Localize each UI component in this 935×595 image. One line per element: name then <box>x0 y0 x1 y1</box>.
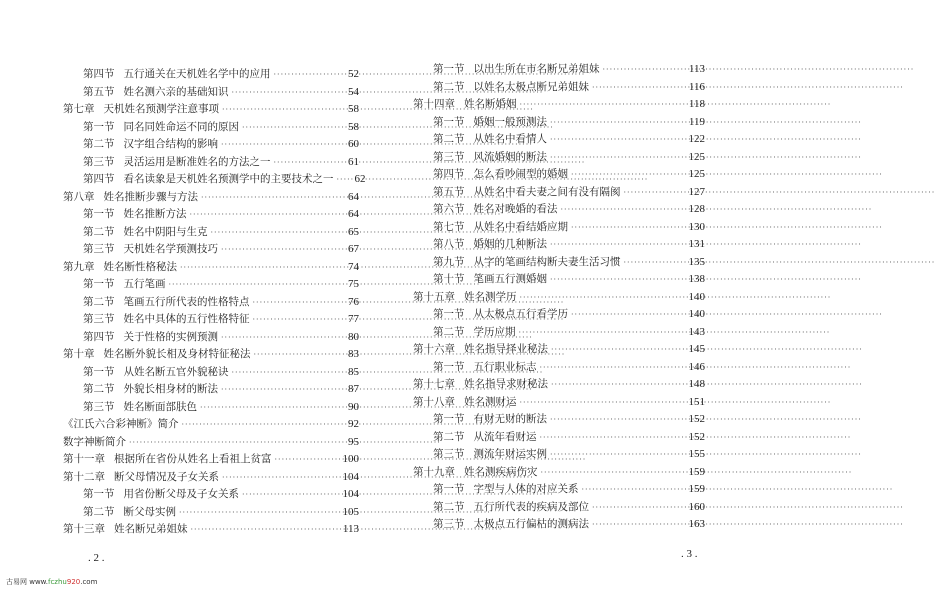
dot-leader <box>550 149 680 167</box>
entry-label: 第十九章 <box>413 465 455 478</box>
entry-title: 从流年看财运 <box>473 430 537 443</box>
toc-chapter-entry <box>63 346 359 364</box>
entry-title: 断父母情况及子女关系 <box>114 470 219 483</box>
toc-section-entry <box>63 294 359 312</box>
page-number: . 3 . <box>681 548 698 560</box>
toc-section-entry <box>413 499 705 517</box>
dot-leader <box>571 166 680 184</box>
entry-title: 断父母实例 <box>123 505 176 518</box>
entry-title: 根据所在省份从姓名上看祖上贫富 <box>114 453 272 465</box>
toc-section-entry <box>413 446 705 464</box>
dot-leader <box>253 294 335 312</box>
entry-page-number: 85 <box>348 365 359 378</box>
entry-label: 第一节 <box>83 208 115 220</box>
entry-title: 从姓名断五官外貌秘诀 <box>123 365 229 378</box>
toc-chapter-entry <box>63 189 359 207</box>
entry-label: 第二节 <box>83 383 115 395</box>
entry-label: 第十二章 <box>63 470 105 483</box>
entry-title: 姓名对晚婚的看法 <box>473 203 558 215</box>
entry-label: 第十章 <box>63 348 95 360</box>
toc-section-entry <box>63 399 359 417</box>
toc-section-entry <box>413 219 705 237</box>
dot-leader <box>201 189 334 207</box>
entry-page-number: 74 <box>348 260 359 273</box>
entry-page-number: 160 <box>688 500 705 513</box>
entry-title: 五行笔画 <box>123 278 166 290</box>
entry-title: 姓名中阴阳与生克 <box>123 225 208 238</box>
toc-section-entry <box>63 381 359 399</box>
entry-title: 姓名断面部肤色 <box>123 400 197 413</box>
entry-page-number: 83 <box>348 348 359 360</box>
dot-leader <box>540 359 681 377</box>
entry-label: 第七章 <box>63 103 95 115</box>
entry-label: 第九节 <box>433 255 465 268</box>
entry-label: 第十一章 <box>63 453 105 465</box>
toc-chapter-entry <box>413 289 705 307</box>
entry-page-number: 148 <box>688 378 705 390</box>
entry-page-number: 151 <box>688 395 705 408</box>
dot-leader <box>520 394 681 412</box>
toc-chapter-entry <box>63 101 359 119</box>
dot-leader <box>222 469 334 487</box>
entry-title: 天机姓名预测学注意事项 <box>103 103 219 115</box>
dot-leader <box>571 219 680 237</box>
toc-section-entry <box>63 171 366 189</box>
entry-page-number: 143 <box>688 325 705 338</box>
entry-label: 第三节 <box>433 150 465 163</box>
dot-leader <box>221 329 334 347</box>
entry-page-number: 152 <box>688 430 705 443</box>
entry-title: 婚姻的几种断法 <box>473 238 547 250</box>
entry-page-number: 163 <box>688 518 705 530</box>
entry-label: 第二节 <box>83 225 115 238</box>
entry-label: 第十三章 <box>63 523 105 535</box>
dot-leader <box>550 271 680 289</box>
entry-title: 数字神断简介 <box>63 435 126 448</box>
entry-title: 笔画五行测婚姻 <box>473 273 547 285</box>
toc-section-entry <box>413 481 705 499</box>
entry-title: 笔画五行所代表的性格特点 <box>123 295 250 308</box>
toc-chapter-entry <box>63 521 359 539</box>
toc-section-entry <box>413 359 705 377</box>
dot-leader <box>592 79 680 97</box>
entry-page-number: 140 <box>688 290 705 303</box>
entry-page-number: 95 <box>348 435 359 448</box>
toc-chapter-entry <box>413 464 705 482</box>
entry-title: 姓名断兄弟姐妹 <box>114 523 188 535</box>
entry-page-number: 145 <box>688 343 705 355</box>
entry-label: 第十七章 <box>413 378 455 390</box>
entry-title: 看名读象是天机姓名预测学中的主要技术之一 <box>123 173 334 185</box>
entry-page-number: 52 <box>348 68 359 80</box>
entry-title: 从姓名中看夫妻之间有没有隔阂 <box>473 185 621 198</box>
entry-page-number: 92 <box>348 418 359 430</box>
dot-leader <box>232 364 335 382</box>
entry-page-number: 159 <box>688 483 705 495</box>
entry-label: 第十八章 <box>413 395 455 408</box>
entry-page-number: 60 <box>348 138 359 150</box>
toc-section-entry <box>63 154 359 172</box>
toc-section-entry <box>413 271 705 289</box>
entry-page-number: 58 <box>348 103 359 115</box>
dot-leader <box>221 136 334 154</box>
entry-title: 姓名指导择业秘法 <box>464 343 548 355</box>
toc-section-entry <box>413 254 705 272</box>
entry-page-number: 61 <box>348 155 359 168</box>
entry-page-number: 119 <box>688 115 705 128</box>
entry-label: 第一节 <box>83 365 115 378</box>
left-page <box>0 0 396 595</box>
dot-leader <box>200 399 334 417</box>
dot-leader <box>254 346 335 364</box>
entry-title: 《江氏六合彩神断》简介 <box>63 418 179 430</box>
entry-label: 第二节 <box>433 325 465 338</box>
entry-page-number: 64 <box>348 190 359 203</box>
dot-leader <box>337 171 341 189</box>
watermark-suffix: .com <box>80 578 98 586</box>
dot-leader <box>242 486 334 504</box>
entry-page-number: 75 <box>348 278 359 290</box>
entry-label: 第一节 <box>433 483 465 495</box>
dot-leader <box>274 154 335 172</box>
dot-leader <box>232 84 335 102</box>
entry-page-number: 67 <box>348 243 359 255</box>
entry-page-number: 87 <box>348 383 359 395</box>
toc-chapter-entry <box>63 451 359 469</box>
entry-label: 第十六章 <box>413 343 455 355</box>
entry-label: 第九章 <box>63 260 95 273</box>
entry-title: 学历应期 <box>473 325 516 338</box>
dot-leader <box>182 416 335 434</box>
entry-title: 风流婚姻的断法 <box>473 150 547 163</box>
toc-section-entry <box>413 61 705 79</box>
entry-title: 汉字组合结构的影响 <box>123 138 218 150</box>
dot-leader <box>253 311 335 329</box>
entry-page-number: 138 <box>688 273 705 285</box>
dot-leader <box>592 516 680 534</box>
entry-label: 第二节 <box>433 133 465 145</box>
dot-leader <box>550 236 680 254</box>
entry-title: 五行职业标志 <box>473 360 537 373</box>
entry-page-number: 64 <box>348 208 359 220</box>
dot-leader <box>582 481 681 499</box>
toc-section-entry <box>413 411 705 429</box>
toc-section-entry <box>413 324 705 342</box>
entry-label: 第十四章 <box>413 98 455 110</box>
entry-label: 第四节 <box>83 68 115 80</box>
entry-title: 姓名测疾病伤灾 <box>464 465 538 478</box>
dot-leader <box>129 434 334 452</box>
dot-leader <box>190 206 335 224</box>
entry-title: 姓名断外貌长相及身材特征秘法 <box>103 348 251 360</box>
dot-leader <box>520 96 681 114</box>
entry-page-number: 104 <box>342 488 359 500</box>
entry-title: 姓名推断方法 <box>123 208 187 220</box>
toc-section-entry <box>413 429 705 447</box>
entry-title: 以姓名太极点断兄弟姐妹 <box>473 80 589 93</box>
toc-section-entry <box>63 66 359 84</box>
entry-title: 从太极点五行看学历 <box>473 308 568 320</box>
entry-title: 有财无财的断法 <box>473 413 547 425</box>
entry-page-number: 127 <box>688 185 705 198</box>
entry-label: 第七节 <box>433 220 465 233</box>
dot-leader <box>603 61 681 79</box>
entry-page-number: 130 <box>688 220 705 233</box>
toc-list-left <box>63 66 366 539</box>
entry-title: 姓名断婚姻 <box>464 98 517 110</box>
dot-leader <box>242 119 334 137</box>
entry-page-number: 54 <box>348 85 359 98</box>
entry-title: 姓名中具体的五行性格特征 <box>123 313 250 325</box>
entry-label: 第五节 <box>83 85 115 98</box>
dot-leader <box>571 306 680 324</box>
entry-page-number: 118 <box>688 98 705 110</box>
entry-label: 第二节 <box>433 500 465 513</box>
dot-leader <box>222 101 334 119</box>
toc-section-entry <box>413 166 705 184</box>
toc-chapter-entry <box>63 469 359 487</box>
toc-section-entry <box>413 306 705 324</box>
entry-title: 以出生所在市名断兄弟姐妹 <box>473 63 600 75</box>
entry-label: 第一节 <box>433 413 465 425</box>
entry-page-number: 113 <box>688 63 705 75</box>
toc-section-entry <box>63 84 359 102</box>
entry-title: 从字的笔画结构断夫妻生活习惯 <box>473 255 621 268</box>
entry-label: 第三节 <box>83 313 115 325</box>
toc-section-entry <box>63 119 359 137</box>
dot-leader <box>561 201 681 219</box>
entry-label: 第一节 <box>83 120 115 133</box>
entry-page-number: 80 <box>348 330 359 343</box>
dot-leader <box>179 504 334 522</box>
entry-title: 姓名指导求财秘法 <box>464 378 548 390</box>
entry-title: 天机姓名学预测技巧 <box>123 243 218 255</box>
entry-page-number: 77 <box>348 313 359 325</box>
entry-page-number: 146 <box>688 360 705 373</box>
entry-page-number: 104 <box>342 470 359 483</box>
entry-page-number: 155 <box>688 448 705 460</box>
dot-leader <box>550 131 680 149</box>
entry-title: 姓名断性格秘法 <box>103 260 177 273</box>
toc-section-entry <box>413 79 705 97</box>
toc-section-entry <box>63 486 359 504</box>
entry-page-number: 159 <box>688 465 705 478</box>
dot-leader <box>550 411 680 429</box>
entry-page-number: 135 <box>688 255 705 268</box>
dot-leader <box>624 184 681 202</box>
dot-leader <box>221 241 334 259</box>
dot-leader <box>540 429 681 447</box>
page-number: . 2 . <box>88 552 105 564</box>
entry-label: 第八节 <box>433 238 465 250</box>
entry-title: 从姓名中看结婚应期 <box>473 220 568 233</box>
watermark-green: fczhu <box>47 578 67 586</box>
entry-title: 婚姻一般预测法 <box>473 115 547 128</box>
entry-label: 第十五章 <box>413 290 455 303</box>
entry-title: 用省份断父母及子女关系 <box>123 488 239 500</box>
entry-page-number: 125 <box>688 150 705 163</box>
entry-title: 外貌长相身材的断法 <box>123 383 218 395</box>
dot-leader <box>541 464 681 482</box>
toc-section-entry <box>413 131 705 149</box>
toc-section-entry <box>413 149 705 167</box>
entry-title: 姓名测学历 <box>464 290 517 303</box>
toc-section-entry <box>63 241 359 259</box>
toc-section-entry <box>63 136 359 154</box>
entry-label: 第四节 <box>83 173 115 185</box>
toc-chapter-entry <box>63 416 359 434</box>
entry-page-number: 125 <box>688 168 705 180</box>
entry-title: 姓名推断步骤与方法 <box>103 190 198 203</box>
toc-chapter-entry <box>63 434 359 452</box>
dot-leader <box>624 254 681 272</box>
dot-leader <box>551 341 680 359</box>
entry-title: 姓名测财运 <box>464 395 517 408</box>
entry-label: 第三节 <box>83 155 115 168</box>
entry-page-number: 152 <box>688 413 705 425</box>
entry-page-number: 76 <box>348 295 359 308</box>
toc-chapter-entry <box>413 341 705 359</box>
entry-label: 第十节 <box>433 273 465 285</box>
toc-section-entry <box>63 504 359 522</box>
entry-page-number: 58 <box>348 120 359 133</box>
watermark <box>6 578 97 587</box>
entry-page-number: 131 <box>688 238 705 250</box>
toc-chapter-entry <box>413 96 705 114</box>
toc-section-entry <box>63 329 359 347</box>
entry-title: 五行通关在天机姓名学中的应用 <box>123 68 271 80</box>
entry-label: 第四节 <box>433 168 465 180</box>
entry-label: 第五节 <box>433 185 465 198</box>
entry-label: 第六节 <box>433 203 465 215</box>
dot-leader <box>550 446 680 464</box>
dot-leader <box>169 276 335 294</box>
dot-leader <box>550 114 680 132</box>
toc-section-entry <box>413 184 705 202</box>
entry-title: 怎么看吵闹型的婚姻 <box>473 168 568 180</box>
dot-leader <box>274 66 335 84</box>
toc-list-right <box>413 61 705 534</box>
toc-section-entry <box>413 516 705 534</box>
dot-leader <box>211 224 335 242</box>
entry-title: 同名同姓命运不同的原因 <box>123 120 239 133</box>
entry-label: 第三节 <box>433 518 465 530</box>
toc-section-entry <box>413 114 705 132</box>
entry-title: 测流年财运实例 <box>473 448 547 460</box>
toc-chapter-entry <box>63 259 359 277</box>
entry-page-number: 122 <box>688 133 705 145</box>
entry-page-number: 113 <box>342 523 359 535</box>
dot-leader <box>180 259 334 277</box>
toc-section-entry <box>63 276 359 294</box>
entry-page-number: 62 <box>354 173 366 185</box>
watermark-red: 920 <box>66 578 81 586</box>
entry-page-number: 105 <box>342 505 359 518</box>
entry-label: 第一节 <box>433 360 465 373</box>
entry-label: 第二节 <box>83 505 115 518</box>
entry-label: 第八章 <box>63 190 95 203</box>
toc-section-entry <box>63 206 359 224</box>
right-page <box>396 0 793 595</box>
entry-label: 第二节 <box>433 430 465 443</box>
toc-section-entry <box>63 364 359 382</box>
dot-leader <box>592 499 680 517</box>
entry-page-number: 116 <box>688 80 705 93</box>
dot-leader <box>191 521 335 539</box>
entry-label: 第三节 <box>433 448 465 460</box>
dot-leader <box>551 376 680 394</box>
dot-leader <box>519 324 681 342</box>
entry-title: 灵活运用是断准姓名的方法之一 <box>123 155 271 168</box>
entry-title: 五行所代表的疾病及部位 <box>473 500 589 513</box>
toc-section-entry <box>63 224 359 242</box>
entry-title: 太极点五行偏枯的测病法 <box>473 518 589 530</box>
dot-leader <box>275 451 335 469</box>
toc-section-entry <box>413 236 705 254</box>
toc-chapter-entry <box>413 376 705 394</box>
entry-page-number: 90 <box>348 400 359 413</box>
entry-title: 字型与人体的对应关系 <box>473 483 579 495</box>
entry-page-number: 100 <box>342 453 359 465</box>
entry-title: 姓名测六亲的基础知识 <box>123 85 229 98</box>
entry-label: 第二节 <box>83 138 115 150</box>
entry-label: 第一节 <box>83 488 115 500</box>
entry-page-number: 128 <box>688 203 705 215</box>
entry-page-number: 140 <box>688 308 705 320</box>
toc-section-entry <box>63 311 359 329</box>
entry-label: 第一节 <box>83 278 115 290</box>
entry-title: 关于性格的实例预测 <box>123 330 218 343</box>
entry-label: 第三节 <box>83 243 115 255</box>
entry-title: 从姓名中看情人 <box>473 133 547 145</box>
dot-leader <box>520 289 681 307</box>
entry-label: 第三节 <box>83 400 115 413</box>
entry-label: 第二节 <box>83 295 115 308</box>
entry-page-number: 65 <box>348 225 359 238</box>
watermark-prefix: 古易网 www. <box>6 578 48 586</box>
toc-chapter-entry <box>413 394 705 412</box>
toc-section-entry <box>413 201 705 219</box>
entry-label: 第一节 <box>433 308 465 320</box>
entry-label: 第四节 <box>83 330 115 343</box>
entry-label: 第二节 <box>433 80 465 93</box>
dot-leader <box>221 381 334 399</box>
entry-label: 第一节 <box>433 63 465 75</box>
entry-label: 第一节 <box>433 115 465 128</box>
